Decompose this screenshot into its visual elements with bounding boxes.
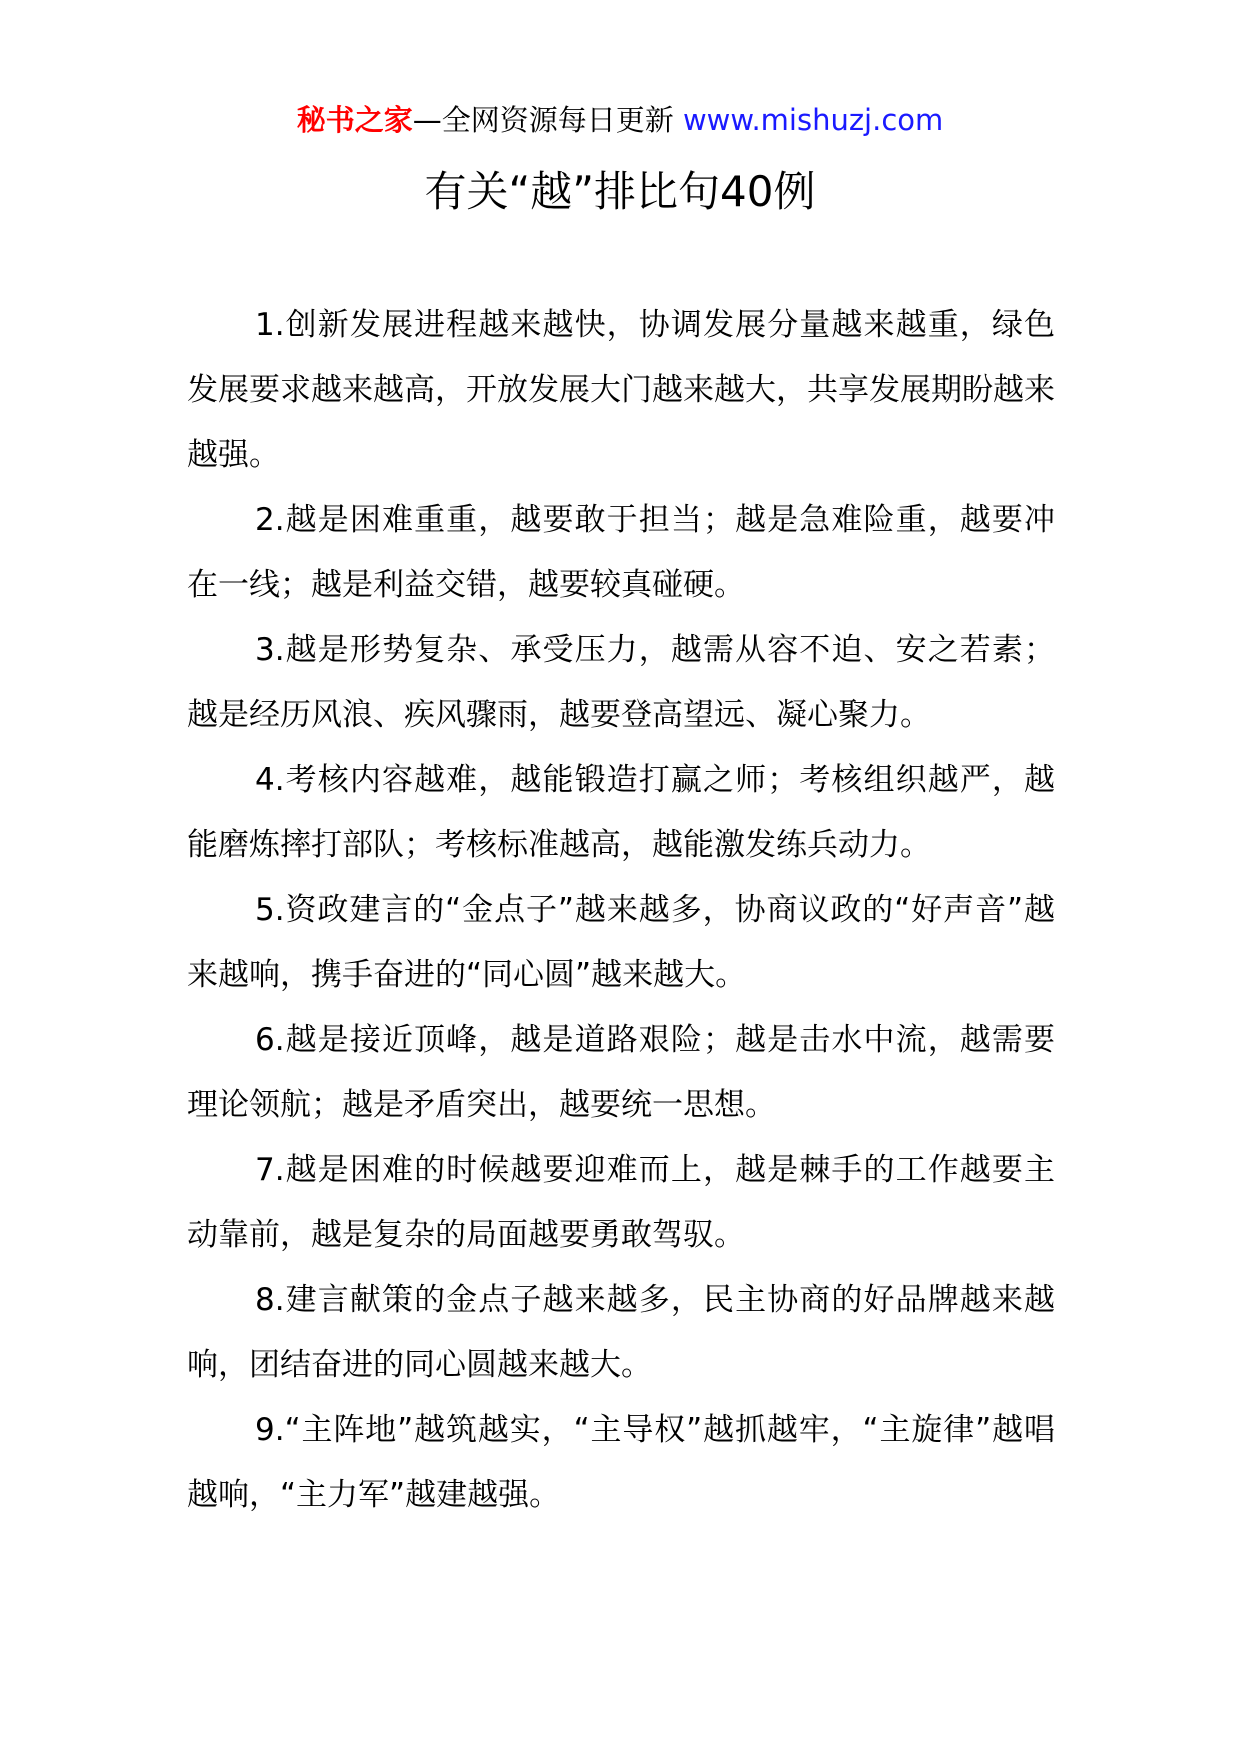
paragraph-8: 8.建言献策的金点子越来越多，民主协商的好品牌越来越响，团结奋进的同心圆越来越大。 <box>187 1282 1055 1383</box>
paragraph-6: 6.越是接近顶峰，越是道路艰险；越是击水中流，越需要理论领航；越是矛盾突出，越要统一思想。 <box>187 1022 1055 1123</box>
paragraph-2: 2.越是困难重重，越要敢于担当；越是急难险重，越要冲在一线；越是利益交错，越要较真碰硬。 <box>187 502 1055 603</box>
site-header <box>0 100 1240 140</box>
site-tagline: —全网资源每日更新 <box>412 103 674 137</box>
document-body <box>187 293 1055 1528</box>
paragraph-1: 1.创新发展进程越来越快，协调发展分量越来越重，绿色发展要求越来越高，开放发展大门越来越大，共享发展期盼越来越强。 <box>187 307 1055 473</box>
site-url-link[interactable]: www.mishuzj.com <box>682 103 944 137</box>
paragraph-5: 5.资政建言的“金点子”越来越多，协商议政的“好声音”越来越响，携手奋进的“同心圆”越来越大。 <box>187 892 1055 993</box>
document-title: 有关“越”排比句40例 <box>424 167 816 216</box>
paragraph-9: 9.“主阵地”越筑越实，“主导权”越抓越牢，“主旋律”越唱越响，“主力军”越建越强。 <box>187 1412 1055 1513</box>
site-brand: 秘书之家 <box>296 103 413 137</box>
paragraph-3: 3.越是形势复杂、承受压力，越需从容不迫、安之若素；越是经历风浪、疾风骤雨，越要登高望远、凝心聚力。 <box>187 632 1055 733</box>
paragraph-7: 7.越是困难的时候越要迎难而上，越是棘手的工作越要主动靠前，越是复杂的局面越要勇敢驾驭。 <box>187 1152 1055 1253</box>
paragraph-4: 4.考核内容越难，越能锻造打赢之师；考核组织越严，越能磨炼摔打部队；考核标准越高，越能激发练兵动力。 <box>187 762 1055 863</box>
